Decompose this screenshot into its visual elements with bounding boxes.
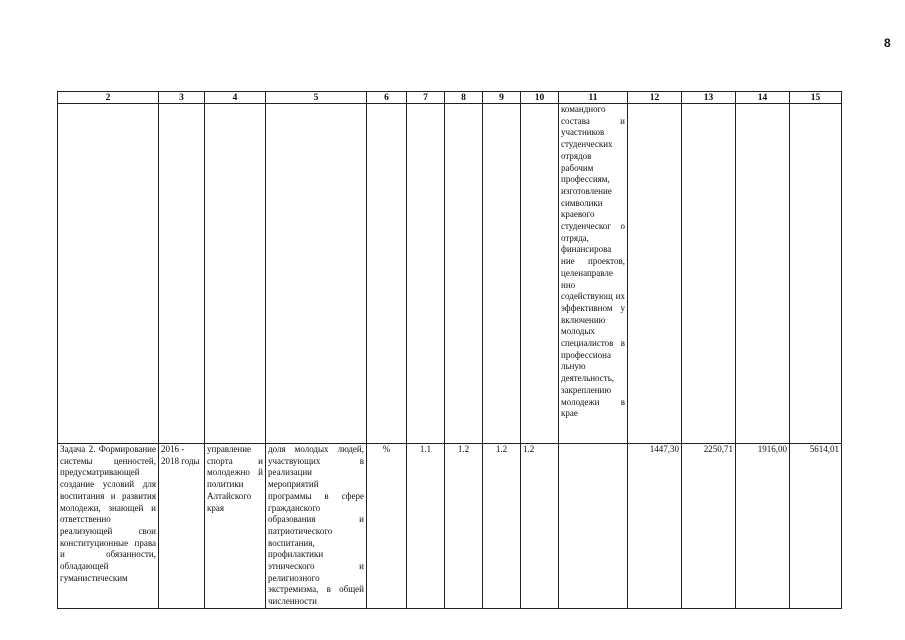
table-cell [367,104,407,444]
activity-cell [559,444,628,609]
value-cell-9: 1.2 [483,444,521,609]
header-col-10: 10 [521,92,559,104]
header-col-4: 4 [205,92,266,104]
header-col-8: 8 [445,92,483,104]
table-cell [682,104,736,444]
funding-cell-13: 2250,71 [682,444,736,609]
table-cell [736,104,790,444]
activity-description-cell: командного состава и участников студенческих отрядов рабочим профессиям, изготовление символики краевого студенческог о отряда, финансирова ние проектов, целенаправле нно содействующ их эффективном у включению молодых специалистов в профессиона льную деятельность, закреплению молодежи в крае [559,104,628,444]
value-cell-10: 1.2 [521,444,559,609]
table-cell [445,104,483,444]
header-col-3: 3 [159,92,205,104]
header-col-15: 15 [790,92,842,104]
period-cell: 2016 - 2018 годы [159,444,205,609]
table-cell [266,104,367,444]
header-col-14: 14 [736,92,790,104]
indicator-cell: доля молодых людей, участвующих в реализации мероприятий программы в сфере гражданского образования и патриотического воспитания, профилактики этнического и религиозного экстремизма, в общей численности [266,444,367,609]
header-col-7: 7 [407,92,445,104]
unit-cell: % [367,444,407,609]
header-col-13: 13 [682,92,736,104]
header-col-6: 6 [367,92,407,104]
funding-cell-12: 1447,30 [628,444,682,609]
table-row [58,444,842,609]
header-col-9: 9 [483,92,521,104]
header-col-2: 2 [58,92,159,104]
table-cell [58,104,159,444]
value-cell-7: 1.1 [407,444,445,609]
header-row [58,92,842,104]
table-cell [628,104,682,444]
table-cell [790,104,842,444]
header-col-5: 5 [266,92,367,104]
table-cell [159,104,205,444]
value-cell-8: 1.2 [445,444,483,609]
table-cell [407,104,445,444]
page-number: 8 [884,36,891,50]
header-col-11: 11 [559,92,628,104]
table-cell [205,104,266,444]
table-cell [521,104,559,444]
table-cell [483,104,521,444]
header-col-12: 12 [628,92,682,104]
funding-total-cell: 5614,01 [790,444,842,609]
executor-cell: управление спорта и молодежно й политики Алтайского края [205,444,266,609]
table-row [58,104,842,444]
program-table [57,91,842,609]
task-cell: Задача 2. Формирование системы ценностей, предусматривающей создание условий для воспитания и развития молодежи, знающей и ответственно реализующей свои конституционные права и обязанности, обладающей гуманистическим [58,444,159,609]
funding-cell-14: 1916,00 [736,444,790,609]
